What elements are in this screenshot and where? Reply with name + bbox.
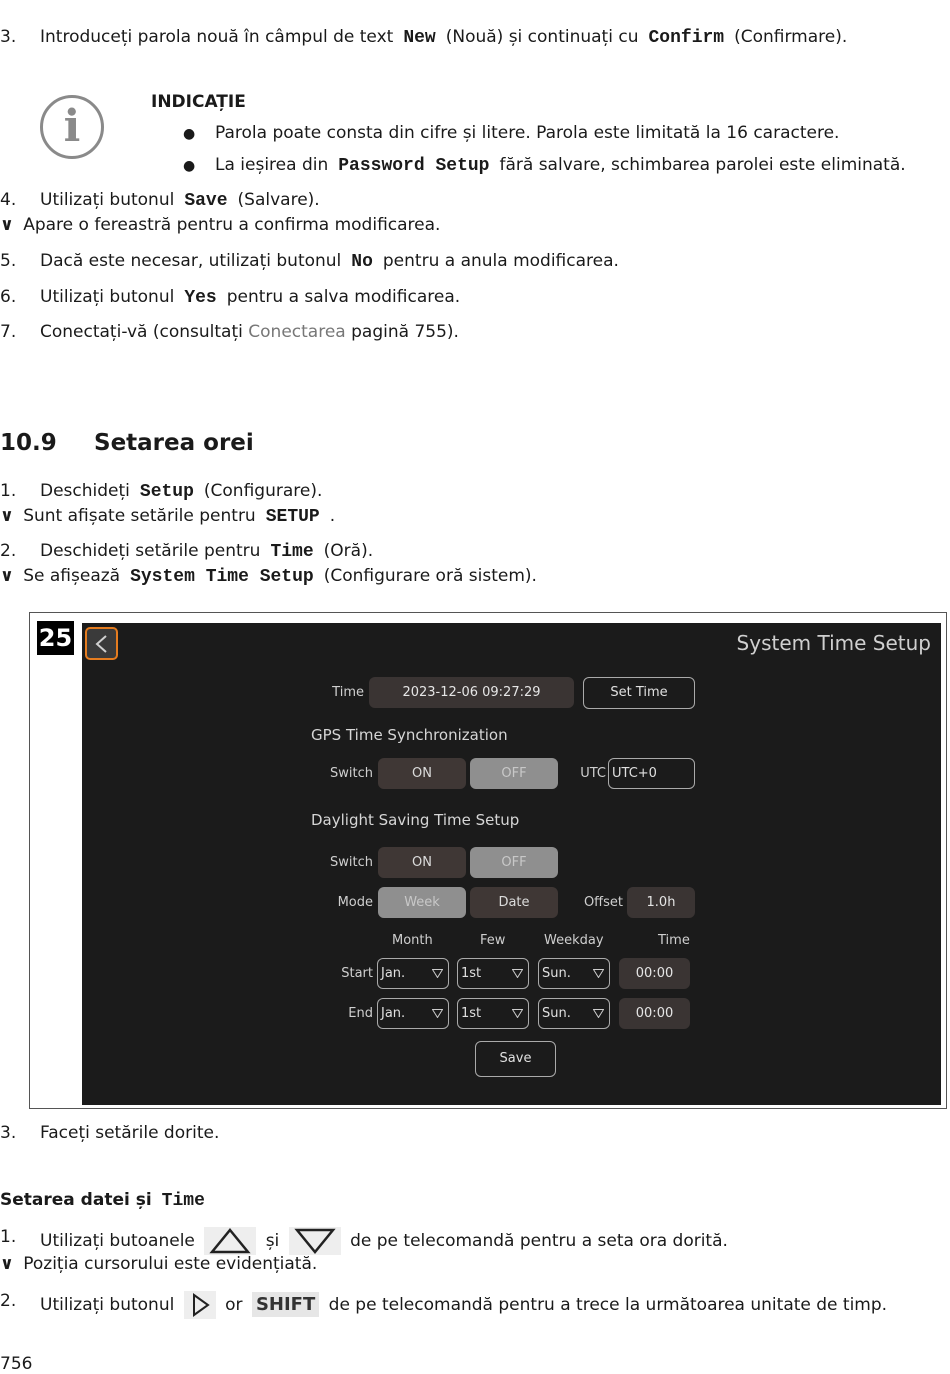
result-text: Sunt afișate setările pentru: [23, 506, 256, 526]
utc-dropdown[interactable]: [608, 758, 695, 789]
col-month: Month: [392, 933, 433, 948]
step-text: Dacă este necesar, utilizați butonul: [40, 251, 342, 271]
step-4: [0, 190, 940, 210]
step-text: or: [225, 1295, 243, 1315]
step-number: 1.: [0, 1227, 17, 1247]
result-text: .: [329, 506, 336, 526]
step-text: și: [265, 1231, 280, 1251]
step-text: Introduceți parola nouă în câmpul de text: [40, 27, 394, 47]
dropdown-value: 1st: [461, 1006, 482, 1021]
set-time-button[interactable]: Set Time: [583, 677, 695, 709]
dropdown-arrow-icon: [512, 1009, 523, 1018]
start-time-field[interactable]: 00:00: [619, 958, 690, 989]
start-month-dropdown[interactable]: [377, 958, 449, 989]
step-text: pentru a salva modificarea.: [226, 287, 461, 307]
set-step-1: [0, 1227, 940, 1251]
time-step-2: [0, 541, 940, 561]
step-number: 2.: [0, 1291, 17, 1311]
result-text: (Configurare oră sistem).: [323, 566, 537, 586]
step-text: Deschideți: [40, 481, 130, 501]
dropdown-value: Sun.: [542, 966, 571, 981]
down-arrow-icon: [289, 1227, 341, 1255]
step-7: [0, 322, 940, 342]
code-time: Time: [161, 1191, 205, 1211]
hint-text: La ieșirea din: [215, 155, 329, 175]
code-password-setup: Password Setup: [338, 156, 490, 176]
step-text: (Nouă) și continuați cu: [445, 27, 639, 47]
time-step-3: [0, 1123, 940, 1143]
result-text: Poziția cursorului este evidențiată.: [23, 1254, 318, 1274]
code-time: Time: [270, 542, 314, 562]
step-number: 2.: [0, 541, 17, 561]
end-time-field[interactable]: 00:00: [619, 998, 690, 1029]
code-save: Save: [184, 191, 228, 211]
offset-field[interactable]: 1.0h: [627, 887, 695, 918]
time-step-1: [0, 481, 940, 501]
dst-off-button[interactable]: OFF: [470, 847, 558, 878]
dropdown-value: Sun.: [542, 1006, 571, 1021]
mode-date-button[interactable]: Date: [470, 887, 558, 918]
section-title: Setarea orei: [94, 430, 254, 456]
time-result-1: [0, 506, 335, 527]
chevron-down-icon: ∨: [0, 1254, 14, 1274]
col-weekday: Weekday: [544, 933, 604, 948]
step-number: 5.: [0, 251, 17, 271]
step-number: 3.: [0, 27, 17, 47]
subheading-text: Setarea datei și: [0, 1190, 152, 1210]
start-few-dropdown[interactable]: [457, 958, 529, 989]
col-few: Few: [480, 933, 506, 948]
bullet-icon: ●: [183, 158, 196, 174]
hint-bullet-2: [215, 155, 906, 176]
step-text: (Salvare).: [237, 190, 320, 210]
result-4: [0, 215, 440, 235]
dropdown-value: Jan.: [381, 966, 406, 981]
step-text: Utilizați butonul: [40, 287, 175, 307]
dropdown-arrow-icon: [593, 969, 604, 978]
code-no: No: [351, 252, 373, 272]
time-result-2: [0, 566, 537, 587]
bullet-icon: ●: [183, 126, 196, 142]
figure-number: 25: [37, 621, 74, 655]
code-yes: Yes: [184, 288, 217, 308]
step-6: [0, 287, 940, 307]
utc-value: UTC+0: [612, 766, 657, 781]
dropdown-arrow-icon: [432, 1009, 443, 1018]
end-weekday-dropdown[interactable]: [538, 998, 610, 1029]
col-time: Time: [658, 933, 690, 948]
info-icon: i: [40, 95, 104, 159]
dropdown-arrow-icon: [432, 969, 443, 978]
result-text: Se afișează: [23, 566, 121, 586]
code-setup: Setup: [139, 482, 194, 502]
screen-title: System Time Setup: [736, 631, 931, 655]
step-text: Faceți setările dorite.: [40, 1123, 220, 1143]
start-weekday-dropdown[interactable]: [538, 958, 610, 989]
chevron-left-icon: [93, 634, 111, 654]
start-label: Start: [341, 966, 373, 981]
set-result-1: [0, 1254, 317, 1274]
gps-on-button[interactable]: ON: [378, 758, 466, 789]
result-text: Apare o fereastră pentru a confirma modificarea.: [23, 215, 441, 235]
dropdown-value: Jan.: [381, 1006, 406, 1021]
shift-key: SHIFT: [252, 1292, 319, 1317]
step-number: 6.: [0, 287, 17, 307]
save-button[interactable]: Save: [475, 1041, 556, 1077]
page-number: 756: [0, 1354, 33, 1374]
step-5: [0, 251, 940, 271]
back-button[interactable]: [85, 627, 118, 660]
gps-section-title: GPS Time Synchronization: [311, 726, 508, 744]
mode-week-button[interactable]: Week: [378, 887, 466, 918]
step-number: 3.: [0, 1123, 17, 1143]
end-month-dropdown[interactable]: [377, 998, 449, 1029]
step-text: (Confirmare).: [734, 27, 848, 47]
step-text: pagină 755).: [351, 322, 459, 342]
utc-label: UTC: [580, 766, 606, 781]
section-heading: [0, 430, 254, 456]
chevron-down-icon: ∨: [0, 566, 14, 586]
step-number: 1.: [0, 481, 17, 501]
step-3: [0, 27, 848, 48]
cross-reference-link[interactable]: Conectarea: [248, 322, 346, 342]
dst-on-button[interactable]: ON: [378, 847, 466, 878]
chevron-down-icon: ∨: [0, 215, 14, 235]
hint-text: fără salvare, schimbarea parolei este eliminată.: [499, 155, 906, 175]
step-text: pentru a anula modificarea.: [382, 251, 619, 271]
end-label: End: [348, 1006, 373, 1021]
code-confirm: Confirm: [648, 28, 725, 48]
chevron-down-icon: ∨: [0, 506, 14, 526]
offset-label: Offset: [583, 895, 623, 910]
step-text: Utilizați butoanele: [40, 1231, 195, 1251]
code-new: New: [403, 28, 436, 48]
dst-section-title: Daylight Saving Time Setup: [311, 811, 520, 829]
step-number: 7.: [0, 322, 17, 342]
subheading: [0, 1190, 215, 1211]
dropdown-arrow-icon: [593, 1009, 604, 1018]
end-few-dropdown[interactable]: [457, 998, 529, 1029]
gps-off-button[interactable]: OFF: [470, 758, 558, 789]
step-text: (Oră).: [323, 541, 374, 561]
section-number: 10.9: [0, 430, 57, 456]
hint-title: INDICAȚIE: [151, 92, 246, 112]
step-text: de pe telecomandă pentru a trece la următoarea unitate de timp.: [328, 1295, 888, 1315]
step-text: de pe telecomandă pentru a seta ora dorită.: [350, 1231, 728, 1251]
code-setup-caps: SETUP: [265, 507, 320, 527]
mode-label: Mode: [337, 895, 373, 910]
step-text: Deschideți setările pentru: [40, 541, 261, 561]
step-text: (Configurare).: [203, 481, 323, 501]
step-text: Utilizați butonul: [40, 1295, 175, 1315]
set-step-2: [0, 1291, 940, 1315]
code-system-time-setup: System Time Setup: [130, 567, 314, 587]
time-value-field[interactable]: 2023-12-06 09:27:29: [369, 677, 574, 708]
right-arrow-icon: [184, 1291, 216, 1319]
hint-bullet-1: Parola poate consta din cifre și litere. Parola este limitată la 16 caractere.: [215, 123, 840, 143]
system-time-setup-screen: [82, 623, 941, 1105]
dst-switch-label: Switch: [330, 855, 373, 870]
gps-switch-label: Switch: [330, 766, 373, 781]
step-number: 4.: [0, 190, 17, 210]
dropdown-arrow-icon: [512, 969, 523, 978]
step-text: Conectați-vă (consultați: [40, 322, 243, 342]
step-text: Utilizați butonul: [40, 190, 175, 210]
up-arrow-icon: [204, 1227, 256, 1255]
dropdown-value: 1st: [461, 966, 482, 981]
time-label: Time: [332, 685, 364, 700]
